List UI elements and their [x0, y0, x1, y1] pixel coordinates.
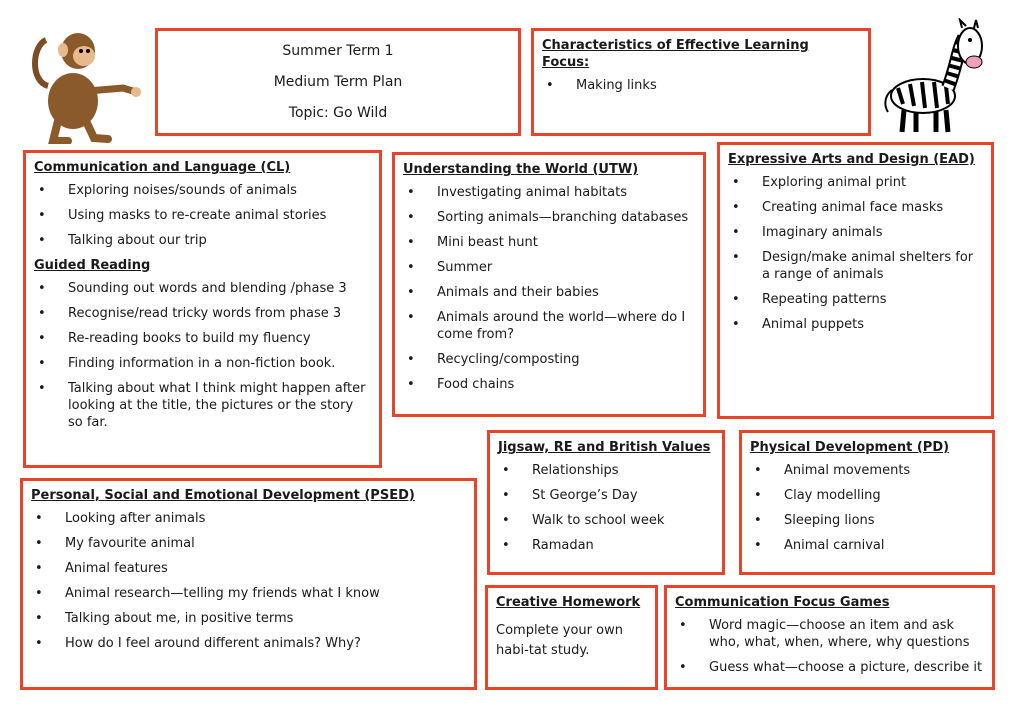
jigsaw-box: [487, 430, 725, 575]
list-item: • Clay modelling: [750, 487, 984, 504]
list-item: • Talking about me, in positive terms: [31, 610, 466, 627]
list-item: • Animal features: [31, 560, 466, 577]
list-item: • Guess what—choose a picture, describe it: [675, 659, 984, 676]
list-item: • Exploring noises/sounds of animals: [34, 182, 371, 199]
list-item: • Imaginary animals: [728, 224, 983, 241]
guided-reading-list: [34, 280, 371, 431]
list-item: • My favourite animal: [31, 535, 466, 552]
games-list: [675, 617, 984, 676]
list-item: • Relationships: [498, 462, 714, 479]
list-item: • Talking about what I think might happen after looking at the title, the pictures or the story so far.: [34, 380, 371, 431]
games-heading: Communication Focus Games: [675, 595, 890, 610]
list-item: • Recycling/composting: [403, 351, 695, 368]
list-item: • Talking about our trip: [34, 232, 371, 249]
cl-box: [23, 150, 382, 468]
jigsaw-heading: Jigsaw, RE and British Values: [498, 440, 711, 455]
title-plan: Medium Term Plan: [273, 74, 403, 90]
psed-box: [20, 478, 477, 690]
zebra-icon: [878, 18, 993, 136]
pd-list: [750, 462, 984, 554]
list-item: • Using masks to re-create animal stories: [34, 207, 371, 224]
list-item: • Animals around the world—where do I come from?: [403, 309, 695, 343]
list-item: • Word magic—choose an item and ask who, what, when, where, why questions: [675, 617, 984, 651]
list-item: • Sleeping lions: [750, 512, 984, 529]
list-item: • Walk to school week: [498, 512, 714, 529]
utw-box: [392, 152, 706, 417]
list-item: • Recognise/read tricky words from phase 3: [34, 305, 371, 322]
list-item: • Animal carnival: [750, 537, 984, 554]
ead-box: [717, 142, 994, 419]
list-item: • Sounding out words and blending /phase 3: [34, 280, 371, 297]
games-box: [664, 585, 995, 690]
homework-box: [485, 585, 658, 690]
title-term: Summer Term 1: [282, 43, 394, 59]
homework-text: Complete your own habi-tat study.: [496, 623, 623, 658]
list-item: • Animal research—telling my friends what I know: [31, 585, 466, 602]
list-item: • Food chains: [403, 376, 695, 393]
cl-heading: Communication and Language (CL): [34, 160, 291, 175]
list-item: • How do I feel around different animals? Why?: [31, 635, 466, 652]
ead-list: [728, 174, 983, 333]
homework-heading: Creative Homework: [496, 595, 641, 610]
psed-heading: Personal, Social and Emotional Development (PSED): [31, 488, 415, 503]
list-item: • Animal movements: [750, 462, 984, 479]
list-item: • Sorting animals—branching databases: [403, 209, 695, 226]
list-item: • Repeating patterns: [728, 291, 983, 308]
pd-heading: Physical Development (PD): [750, 440, 950, 455]
guided-reading-heading: Guided Reading: [34, 258, 151, 273]
monkey-icon: [28, 26, 143, 144]
list-item: • Ramadan: [498, 537, 714, 554]
list-item: • Animals and their babies: [403, 284, 695, 301]
list-item: • Making links: [542, 77, 860, 94]
list-item: • Finding information in a non-fiction book.: [34, 355, 371, 372]
characteristics-box: [531, 28, 871, 136]
pd-box: [739, 430, 995, 575]
list-item: • Design/make animal shelters for a range of animals: [728, 249, 983, 283]
cl-list: [34, 182, 371, 249]
utw-heading: Understanding the World (UTW): [403, 162, 639, 177]
list-item: • Mini beast hunt: [403, 234, 695, 251]
characteristics-heading: Characteristics of Effective Learning Focus:: [542, 38, 809, 70]
list-item: • Creating animal face masks: [728, 199, 983, 216]
utw-list: [403, 184, 695, 393]
list-item: • Investigating animal habitats: [403, 184, 695, 201]
list-item: • Looking after animals: [31, 510, 466, 527]
title-box: [155, 28, 521, 136]
list-item: • Animal puppets: [728, 316, 983, 333]
jigsaw-list: [498, 462, 714, 554]
list-item: • Re-reading books to build my fluency: [34, 330, 371, 347]
list-item: • Exploring animal print: [728, 174, 983, 191]
ead-heading: Expressive Arts and Design (EAD): [728, 152, 975, 167]
title-topic: Topic: Go Wild: [288, 105, 388, 121]
list-item: • Summer: [403, 259, 695, 276]
characteristics-list: [542, 77, 860, 94]
list-item: • St George’s Day: [498, 487, 714, 504]
psed-list: [31, 510, 466, 652]
